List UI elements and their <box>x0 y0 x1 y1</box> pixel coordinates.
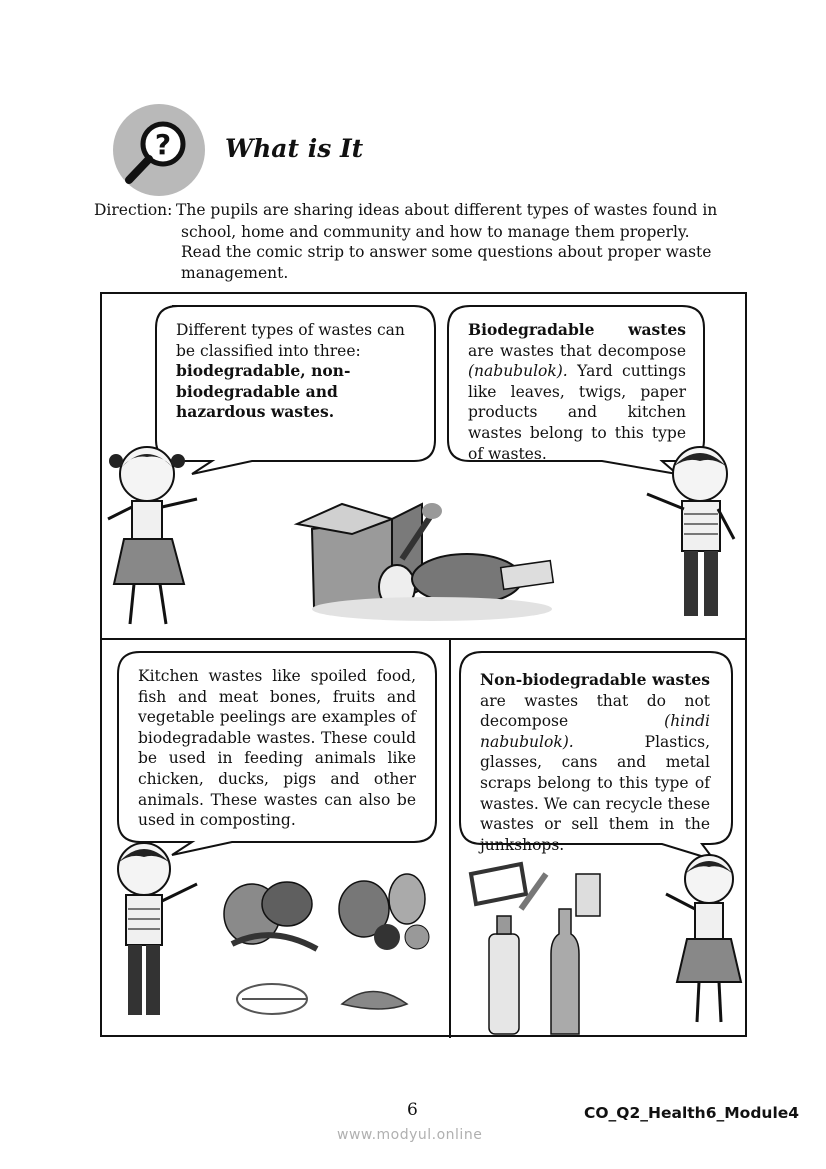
girl-character-icon <box>666 855 741 1022</box>
direction-text: school, home and community and how to manage them properly. Read the comic strip to answer some questions about proper waste management. <box>181 222 712 282</box>
top-panel-illustration <box>102 439 747 639</box>
panel2-italic: (nabubulok). <box>468 362 568 381</box>
page-number: 6 <box>407 1100 418 1120</box>
question-magnifier-icon <box>113 104 205 196</box>
direction-first-line: The pupils are sharing ideas about different types of wastes found in <box>176 201 718 219</box>
fruits-icon <box>339 874 429 950</box>
vegetables-icon <box>224 882 317 949</box>
section-title: What is It <box>225 134 364 163</box>
direction-label: Direction: <box>94 201 173 219</box>
panel4-bold: Non-biodegradable wastes <box>480 670 710 689</box>
trash-pile-icon <box>297 503 553 621</box>
boy-character-icon <box>118 843 197 1015</box>
svg-text:?: ? <box>154 128 172 161</box>
panel2-text1: are wastes that decompose <box>468 341 686 360</box>
panel2-bold: Biodegradable wastes <box>468 320 686 339</box>
fish-bones-icon <box>237 984 307 1014</box>
comic-strip <box>100 292 747 1037</box>
watermark: www.modyul.online <box>337 1127 483 1143</box>
kitchen-wastes-illustration <box>102 839 449 1037</box>
panel4-text1: are wastes that do not decompose <box>480 691 710 731</box>
girl-character-icon <box>108 447 197 624</box>
panel4-italic: (hindi nabubulok). <box>480 712 710 751</box>
glass-bottle-icon <box>551 909 579 1034</box>
panel1-intro: Different types of wastes can be classified into three: <box>176 321 405 360</box>
peelings-icon <box>342 992 407 1010</box>
panel2-text2: Yard cuttings like leaves, twigs, paper products and kitchen wastes belong to this type of wastes. <box>468 362 686 463</box>
panel1-text <box>176 320 418 423</box>
panel1-bold: biodegradable, non-biodegradable and hazardous wastes. <box>176 361 351 422</box>
can-icon <box>576 874 600 916</box>
boy-character-icon <box>647 447 734 616</box>
module-code: CO_Q2_Health6_Module4 <box>584 1104 800 1122</box>
recyclables-illustration <box>451 854 747 1037</box>
panel4-text2: Plastics, glasses, cans and metal scraps belong to this type of wastes. We can recycle these wastes or sell them in the junkshops. <box>480 732 710 854</box>
metal-scraps-icon <box>471 864 546 909</box>
panel3-text: Kitchen wastes like spoiled food, fish and meat bones, fruits and vegetable peelings are examples of biodegradable wastes. These could be used in feeding animals like chicken, ducks, pigs and other animals. These wastes can also be used in composting. <box>138 667 416 830</box>
panel4-text <box>480 670 710 855</box>
plastic-bottle-icon <box>489 916 519 1034</box>
